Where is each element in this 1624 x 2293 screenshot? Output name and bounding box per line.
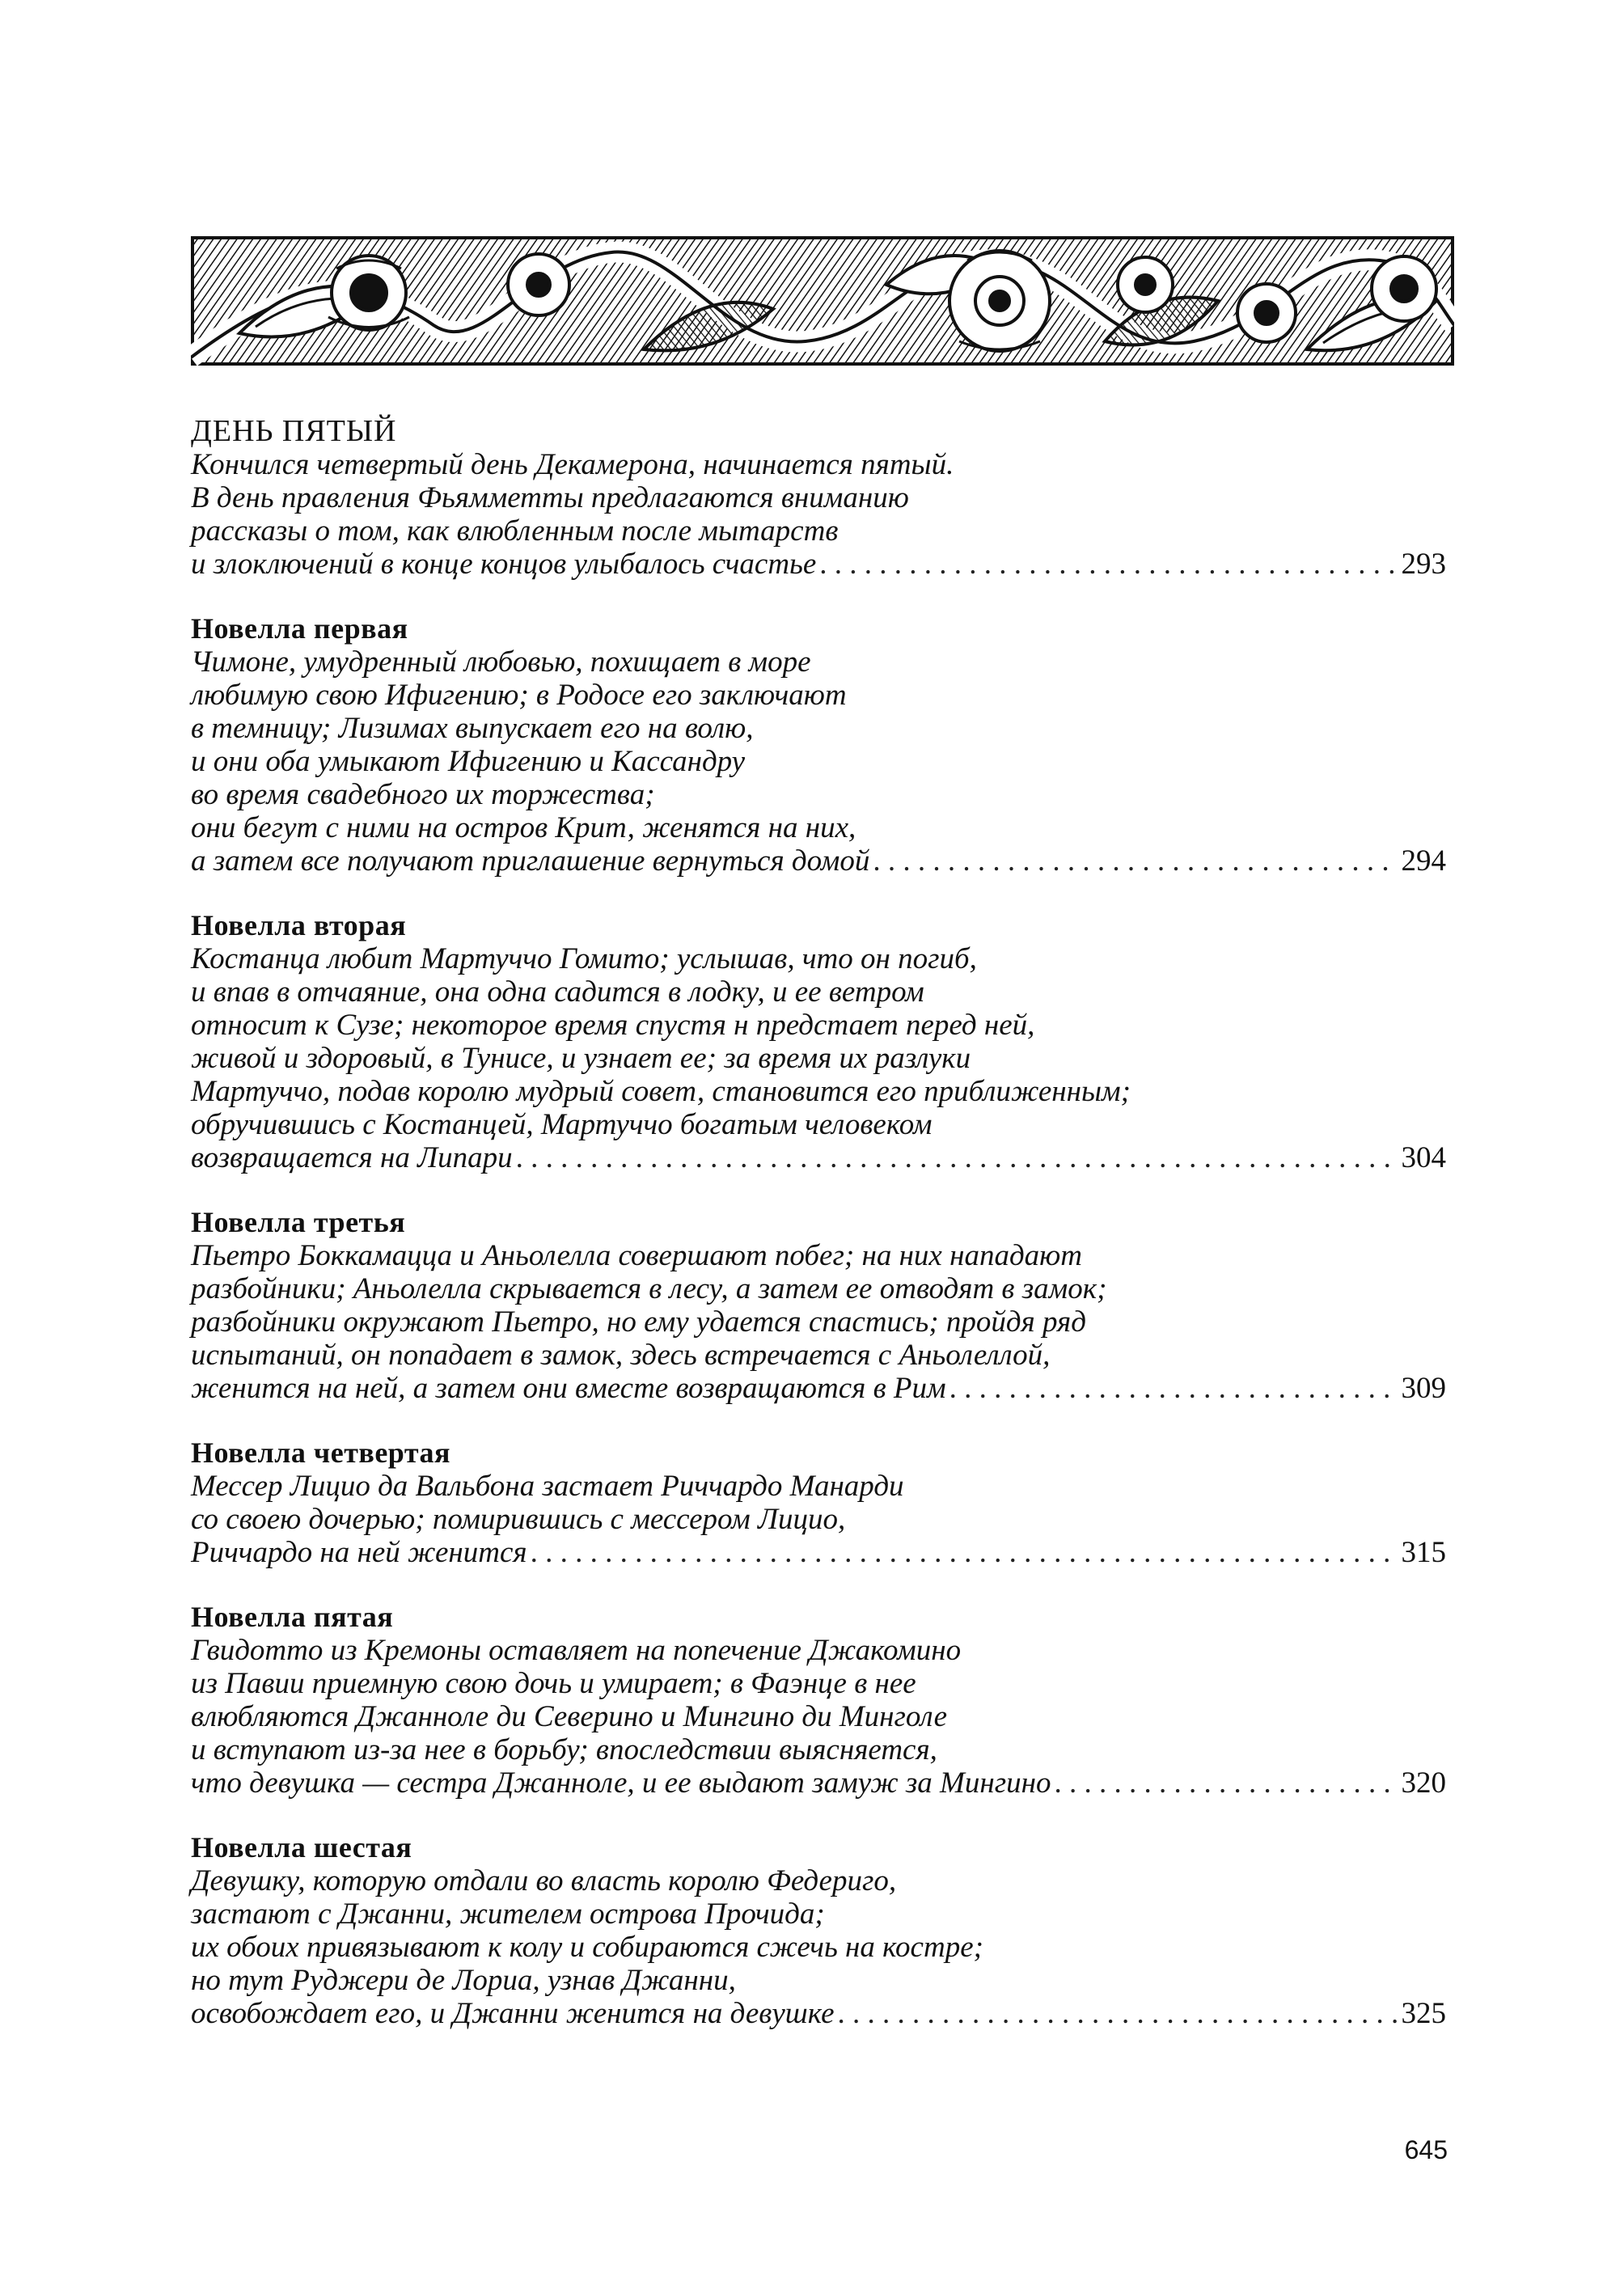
dot-leader <box>819 548 1398 581</box>
dot-leader <box>531 1536 1398 1569</box>
novella-title: Новелла шестая <box>191 1831 412 1864</box>
table-of-contents <box>191 414 1446 2061</box>
novella-summary-line: относит к Сузе; некоторое время спустя н предстает перед ней, <box>191 1009 1035 1042</box>
novella-summary-line: в темницу; Лизимах выпускает его на волю, <box>191 712 754 745</box>
toc-entry-line <box>191 1997 1446 2030</box>
floral-band-ornament-icon <box>191 236 1454 366</box>
novella-summary-line: Пьетро Боккамацца и Аньолелла совершают побег; на них нападают <box>191 1239 1082 1272</box>
page-number: 304 <box>1401 1141 1446 1174</box>
novella-summary-line: освобождает его, и Джанни женится на девушке <box>191 1997 835 2030</box>
novella-summary-line: и впав в отчаяние, она одна садится в лодку, и ее ветром <box>191 975 924 1009</box>
novella-summary-line: обручившись с Костанцей, Мартуччо богатым человеком <box>191 1108 933 1141</box>
novella-summary-line: а затем все получают приглашение вернуться домой <box>191 844 870 878</box>
day-section <box>191 414 1446 581</box>
novella-summary-line: Девушку, которую отдали во власть королю Федериго, <box>191 1864 897 1897</box>
novella-entry-6 <box>191 1830 1446 2030</box>
toc-entry-line <box>191 1766 1446 1800</box>
novella-summary-line: влюбляются Джанноле ди Северино и Мингино ди Минголе <box>191 1700 947 1733</box>
toc-entry-line <box>191 1372 1446 1405</box>
novella-summary-line: разбойники окружают Пьетро, но ему удается спастись; пройдя ряд <box>191 1305 1086 1339</box>
novella-summary-line: испытаний, он попадает в замок, здесь встречается с Аньолеллой, <box>191 1339 1051 1372</box>
page-number: 294 <box>1401 844 1446 878</box>
novella-entry-2 <box>191 908 1446 1174</box>
novella-summary-line: застают с Джанни, жителем острова Прочида; <box>191 1897 825 1931</box>
toc-entry-line <box>191 1141 1446 1174</box>
page-number: 325 <box>1401 1997 1446 2030</box>
page-number: 320 <box>1401 1766 1446 1800</box>
novella-title: Новелла первая <box>191 612 408 645</box>
folio-page-number: 645 <box>1404 2135 1448 2164</box>
novella-summary-line: их обоих привязывают к колу и собираются сжечь на костре; <box>191 1931 983 1964</box>
novella-summary-line: живой и здоровый, в Тунисе, и узнает ее; за время их разлуки <box>191 1042 971 1075</box>
page-number: 309 <box>1401 1372 1446 1405</box>
novella-entry-3 <box>191 1205 1446 1405</box>
toc-entry-line <box>191 1536 1446 1569</box>
novella-summary-line: но тут Руджери де Лориа, узнав Джанни, <box>191 1964 736 1997</box>
dot-leader <box>516 1141 1398 1174</box>
day-description-line: рассказы о том, как влюбленным после мытарств <box>191 514 839 548</box>
day-description-line: В день правления Фьямметты предлагаются вниманию <box>191 481 909 514</box>
novella-title: Новелла третья <box>191 1206 406 1238</box>
novella-summary-line: Костанца любит Мартуччо Гомито; услышав, что он погиб, <box>191 942 977 975</box>
novella-summary-line: Мессер Лицио да Вальбона застает Риччардо Манарди <box>191 1470 904 1503</box>
page-number: 293 <box>1401 548 1446 581</box>
novella-summary-line: они бегут с ними на остров Крит, женятся на них, <box>191 811 856 844</box>
novella-summary-line: женится на ней, а затем они вместе возвращаются в Рим <box>191 1372 946 1405</box>
novella-summary-line: Гвидотто из Кремоны оставляет на попечение Джакомино <box>191 1634 962 1667</box>
dot-leader <box>838 1997 1398 2030</box>
novella-summary-line: во время свадебного их торжества; <box>191 778 655 811</box>
novella-summary-line: из Павии приемную свою дочь и умирает; в Фаэнце в нее <box>191 1667 916 1700</box>
novella-entry-5 <box>191 1600 1446 1800</box>
novella-summary-line: Мартуччо, подав королю мудрый совет, становится его приближенным; <box>191 1075 1131 1108</box>
novella-summary-line: любимую свою Ифигению; в Родосе его заключают <box>191 679 847 712</box>
dot-leader <box>873 844 1398 878</box>
novella-title: Новелла пятая <box>191 1601 394 1633</box>
novella-entry-4 <box>191 1436 1446 1569</box>
novella-summary-line: и вступают из-за нее в борьбу; впоследствии выясняется, <box>191 1733 937 1766</box>
novella-summary-line: разбойники; Аньолелла скрывается в лесу, а затем ее отводят в замок; <box>191 1272 1107 1305</box>
day-title: ДЕНЬ ПЯТЫЙ <box>191 414 397 448</box>
day-description-line: Кончился четвертый день Декамерона, начинается пятый. <box>191 448 954 481</box>
novella-summary-line: со своею дочерью; помирившись с мессером Лицио, <box>191 1503 846 1536</box>
toc-entry-line <box>191 844 1446 878</box>
novella-summary-line: и они оба умыкают Ифигению и Кассандру <box>191 745 746 778</box>
day-description-line: и злоключений в конце концов улыбалось счастье <box>191 548 817 581</box>
toc-entry-line <box>191 548 1446 581</box>
novella-entry-1 <box>191 611 1446 878</box>
novella-summary-line: что девушка — сестра Джанноле, и ее выдают замуж за Мингино <box>191 1766 1051 1800</box>
page-number: 315 <box>1401 1536 1446 1569</box>
novella-title: Новелла вторая <box>191 909 407 941</box>
dot-leader <box>1055 1766 1398 1800</box>
novella-title: Новелла четвертая <box>191 1436 450 1469</box>
dot-leader <box>949 1372 1398 1405</box>
novella-summary-line: возвращается на Липари <box>191 1141 513 1174</box>
novella-summary-line: Чимоне, умудренный любовью, похищает в море <box>191 645 811 679</box>
novella-summary-line: Риччардо на ней женится <box>191 1536 527 1569</box>
